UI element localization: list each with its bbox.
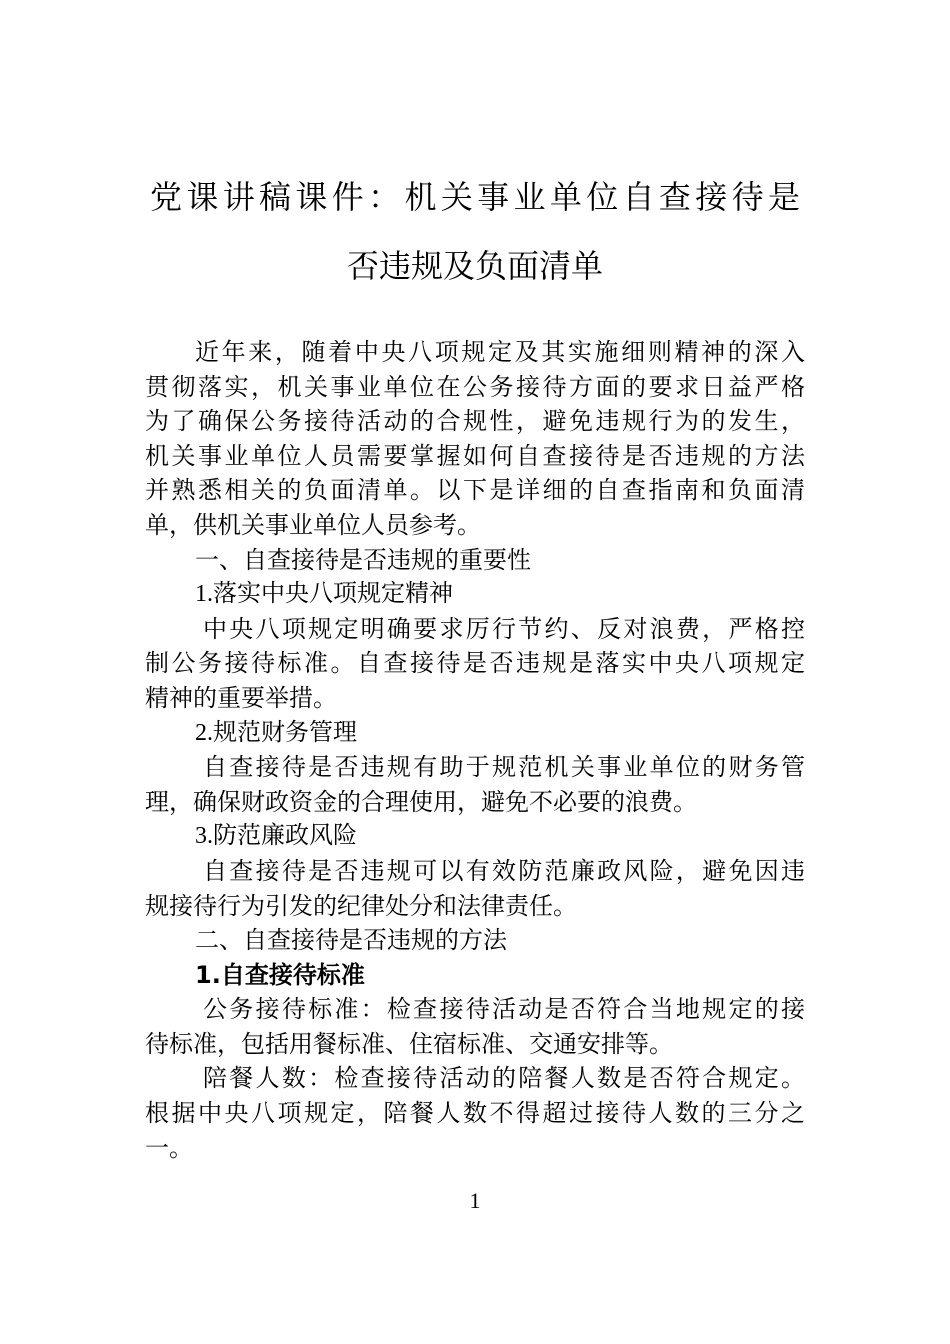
- document-title-line-1: 党课讲稿课件：机关事业单位自查接待是: [150, 178, 800, 216]
- text-line: 公务接待标准：检查接待活动是否符合当地规定的接: [203, 995, 805, 1024]
- text-line: 中央八项规定明确要求厉行节约、反对浪费，严格控: [203, 614, 805, 643]
- section-heading: 一、自查接待是否违规的重要性: [195, 545, 531, 574]
- text-line: 待标准，包括用餐标准、住宿标准、交通安排等。: [145, 1029, 673, 1058]
- page-number: 1: [469, 1188, 481, 1213]
- text-line: 并熟悉相关的负面清单。以下是详细的自查指南和负面清: [145, 476, 805, 505]
- text-line: 精神的重要举措。: [145, 683, 337, 712]
- text-line: 为了确保公务接待活动的合规性，避免违规行为的发生，: [145, 407, 805, 436]
- text-line: 单，供机关事业单位人员参考。: [145, 510, 481, 539]
- text-line: 陪餐人数：检查接待活动的陪餐人数是否符合规定。: [203, 1064, 805, 1093]
- text-line: 规接待行为引发的纪律处分和法律责任。: [145, 891, 577, 920]
- document-title-line-2: 否违规及负面清单: [346, 247, 603, 285]
- text-line: 理，确保财政资金的合理使用，避免不必要的浪费。: [145, 787, 697, 816]
- subsection-heading-bold: 1.自查接待标准: [195, 960, 365, 989]
- text-line: 制公务接待标准。自查接待是否违规是落实中央八项规定: [145, 649, 805, 678]
- text-line: 近年来，随着中央八项规定及其实施细则精神的深入: [195, 338, 805, 366]
- text-line: 一。: [145, 1133, 193, 1162]
- section-heading: 二、自查接待是否违规的方法: [195, 926, 507, 955]
- subsection-heading: 2.规范财务管理: [195, 719, 357, 746]
- subsection-heading: 1.落实中央八项规定精神: [195, 581, 453, 608]
- document-body: [145, 335, 805, 1165]
- text-line: 贯彻落实，机关事业单位在公务接待方面的要求日益严格: [145, 372, 805, 401]
- subsection-heading: 3.防范廉政风险: [195, 823, 357, 850]
- text-line: 自查接待是否违规有助于规范机关事业单位的财务管: [203, 753, 805, 782]
- text-line: 根据中央八项规定，陪餐人数不得超过接待人数的三分之: [145, 1099, 805, 1128]
- text-line: 机关事业单位人员需要掌握如何自查接待是否违规的方法: [145, 441, 805, 470]
- text-line: 自查接待是否违规可以有效防范廉政风险，避免因违: [203, 856, 805, 885]
